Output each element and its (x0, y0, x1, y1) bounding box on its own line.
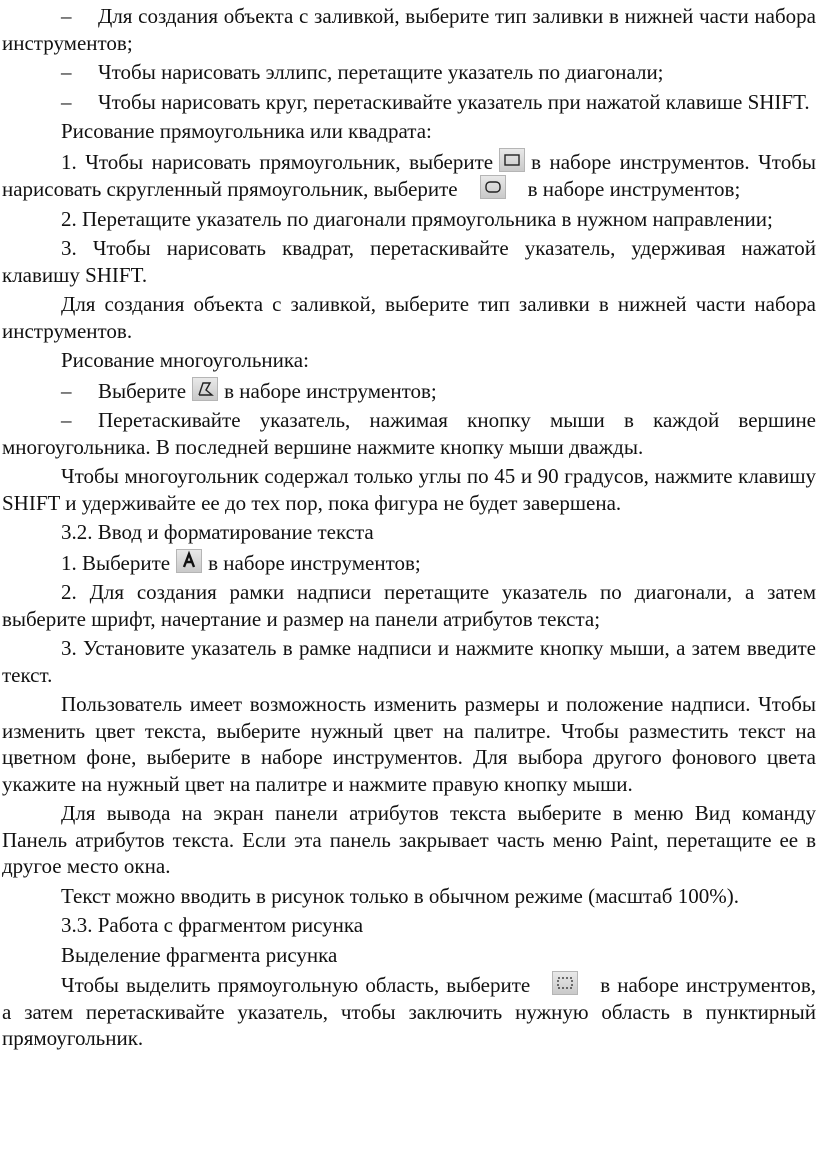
section-heading (2, 347, 816, 374)
paragraph (2, 148, 816, 203)
paragraph-text: Для создания объекта с заливкой, выберите тип заливки в нижней части набора инструментов. (2, 292, 816, 343)
paragraph-text: Чтобы нарисовать круг, перетаскивайте указатель при нажатой клавише SHIFT. (98, 89, 810, 114)
paragraph-text: 2. Перетащите указатель по диагонали прямоугольника в нужном направлении; (61, 206, 773, 231)
paragraph (2, 971, 816, 1052)
list-dash: – (61, 4, 72, 28)
paragraph-text: в наборе инструментов, а затем перетаскивайте указатель, чтобы заключить нужную область в пунктирный прямоугольник. (2, 973, 816, 1050)
paragraph (2, 883, 816, 910)
paragraph-text: Для вывода на экран панели атрибутов текста выберите в меню Вид команду Панель атрибутов текста. Если эта панель закрывает часть меню Paint, перетащите ее в другое место окна. (2, 801, 816, 878)
text-tool-icon (176, 549, 202, 573)
paragraph-text: 3. Установите указатель в рамке надписи и нажмите кнопку мыши, а затем введите текст. (2, 636, 816, 687)
list-dash: – (61, 378, 72, 403)
paragraph (2, 291, 816, 344)
paragraph-text: Чтобы нарисовать эллипс, перетащите указатель по диагонали; (98, 60, 664, 84)
polygon-tool-icon (192, 377, 218, 401)
paragraph (2, 691, 816, 797)
paragraph (2, 3, 816, 56)
paragraph-text: 1. Чтобы нарисовать прямоугольник, выберите (61, 149, 494, 174)
paragraph-text: в наборе инструментов; (208, 550, 421, 575)
rounded-rectangle-tool-icon (480, 175, 506, 199)
paragraph-text: Рисование многоугольника: (61, 348, 309, 372)
paragraph (2, 407, 816, 460)
paragraph (2, 89, 816, 116)
paragraph (2, 579, 816, 632)
paragraph-text: Чтобы многоугольник содержал только углы по 45 и 90 градусов, нажмите клавишу SHIFT и удерживайте ее до тех пор, пока фигура не будет завершена. (2, 464, 816, 515)
section-heading (2, 942, 816, 969)
paragraph-text: Выделение фрагмента рисунка (61, 942, 338, 967)
section-heading (2, 118, 816, 145)
paragraph (2, 549, 816, 577)
paragraph (2, 463, 816, 516)
paragraph (2, 800, 816, 880)
paragraph-text: Пользователь имеет возможность изменить размеры и положение надписи. Чтобы изменить цвет текста, выберите нужный цвет на палитре. Чтобы разместить текст на цветном фоне, выберите в наборе инструментов. Для выбора другого фонового цвета укажите на нужный цвет на палитре и нажмите правую кнопку мыши. (2, 692, 816, 796)
paragraph-text: 2. Для создания рамки надписи перетащите указатель по диагонали, а затем выберите шрифт, начертание и размер на панели атрибутов текста; (2, 580, 816, 631)
section-heading (2, 519, 816, 546)
paragraph-text: Текст можно вводить в рисунок только в обычном режиме (масштаб 100%). (61, 883, 739, 908)
section-heading (2, 912, 816, 939)
paragraph-text: в наборе инструментов; (224, 378, 437, 403)
paragraph-text: Рисование прямоугольника или квадрата: (61, 119, 432, 143)
paragraph (2, 235, 816, 288)
paragraph-text: Чтобы выделить прямоугольную область, выберите (61, 973, 531, 997)
paragraph-text: Перетаскивайте указатель, нажимая кнопку мыши в каждой вершине многоугольника. В последней вершине нажмите кнопку мыши дважды. (2, 408, 816, 459)
list-dash: – (61, 408, 72, 432)
list-dash: – (61, 89, 72, 114)
paragraph-text: Выберите (98, 378, 187, 403)
paragraph-text: 3. Чтобы нарисовать квадрат, перетаскивайте указатель, удерживая нажатой клавишу SHIFT. (2, 236, 816, 287)
list-dash: – (61, 60, 72, 84)
paragraph-text: 1. Выберите (61, 550, 171, 575)
paragraph-text: Для создания объекта с заливкой, выберите тип заливки в нижней части набора инструментов; (2, 4, 816, 55)
paragraph-text: в наборе инструментов; (527, 177, 741, 201)
paragraph-text: 3.3. Работа с фрагментом рисунка (61, 913, 364, 937)
paragraph (2, 59, 816, 86)
paragraph-text: 3.2. Ввод и форматирование текста (61, 520, 374, 544)
paragraph (2, 377, 816, 405)
rectangle-tool-icon (499, 148, 525, 172)
paragraph-text: в наборе инструментов. Чтобы нарисовать скругленный прямоугольник, выберите (2, 149, 816, 201)
paragraph (2, 206, 816, 233)
rect-select-tool-icon (552, 971, 578, 995)
paragraph (2, 635, 816, 688)
